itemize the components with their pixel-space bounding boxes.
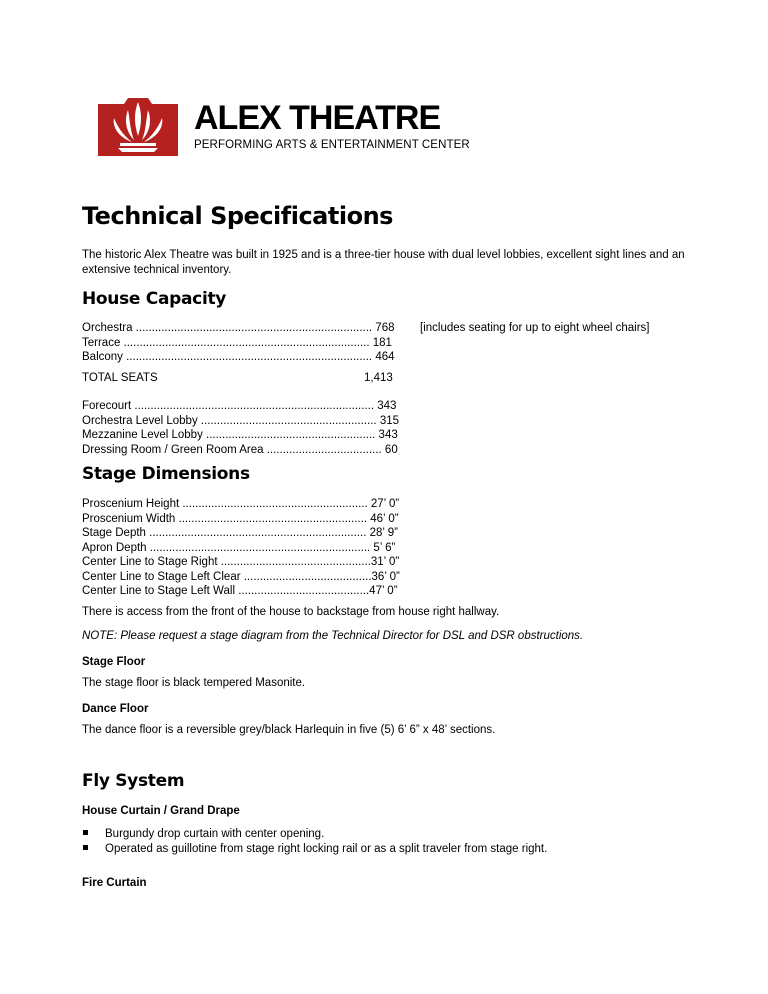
capacity-row-dressing-room: Dressing Room / Green Room Area .................................... 60 [82,443,398,456]
fly-system-heading: Fly System [82,771,185,791]
logo-title: ALEX THEATRE [194,99,441,137]
bullet-icon [83,830,88,835]
house-capacity-heading: House Capacity [82,289,227,309]
other-capacity-list [82,399,399,457]
stage-dimensions-list [82,497,400,599]
theatre-crest-icon [94,96,182,160]
backstage-access-note: There is access from the front of the house to backstage from house right hallway. [82,606,500,618]
total-seats-value: 1,413 [364,372,393,384]
alex-theatre-logo [94,96,470,160]
fire-curtain-heading: Fire Curtain [82,877,147,889]
page-title: Technical Specifications [82,202,393,230]
stage-dimensions-heading: Stage Dimensions [82,464,250,484]
dimension-row: Center Line to Stage Left Wall .........................................47’ 0” [82,585,398,597]
intro-paragraph: The historic Alex Theatre was built in 1925 and is a three-tier house with dual level lobbies, excellent sight lines and an extensive technical inventory. [82,249,685,276]
capacity-row-orchestra-lobby: Orchestra Level Lobby ....................................................... 315 [82,414,400,427]
dance-floor-text: The dance floor is a reversible grey/black Harlequin in five (5) 6’ 6” x 48’ sections. [82,724,496,736]
stage-floor-heading: Stage Floor [82,656,146,668]
dimension-row: Center Line to Stage Right ...............................................31’ 0” [82,556,400,568]
seating-row-terrace: Terrace ............................................................................. 181 [82,336,392,349]
list-item: Operated as guillotine from stage right locking rail or as a split traveler from stage right. [82,842,547,857]
dimension-row: Stage Depth .................................................................... 28’ 9” [82,527,398,539]
dimension-row: Center Line to Stage Left Clear ........................................36’ 0” [82,570,400,583]
dance-floor-heading: Dance Floor [82,703,149,715]
house-curtain-list [82,827,547,857]
seating-list [82,321,395,365]
list-item: Burgundy drop curtain with center opening. [82,827,547,842]
dimension-row: Proscenium Width ........................................................... 46’ 0” [82,512,399,525]
total-seats-label: TOTAL SEATS [82,372,158,384]
dimension-row: Proscenium Height .......................................................... 27’ 0” [82,498,400,510]
seating-row-orchestra: Orchestra .......................................................................... 768 [82,322,395,334]
wheelchair-note: [includes seating for up to eight wheel chairs] [420,322,650,334]
stage-floor-text: The stage floor is black tempered Masonite. [82,677,306,689]
stage-diagram-note: NOTE: Please request a stage diagram from the Technical Director for DSL and DSR obstructions. [82,630,584,642]
logo-subtitle: PERFORMING ARTS & ENTERTAINMENT CENTER [194,139,470,151]
dimension-row: Apron Depth ..................................................................... 5’ 6” [82,541,396,554]
seating-row-balcony: Balcony ............................................................................. 464 [82,351,395,363]
bullet-icon [83,845,88,850]
capacity-row-forecourt: Forecourt ........................................................................... 343 [82,400,397,412]
capacity-row-mezzanine-lobby: Mezzanine Level Lobby ..................................................... 343 [82,429,398,441]
house-curtain-heading: House Curtain / Grand Drape [82,805,240,817]
